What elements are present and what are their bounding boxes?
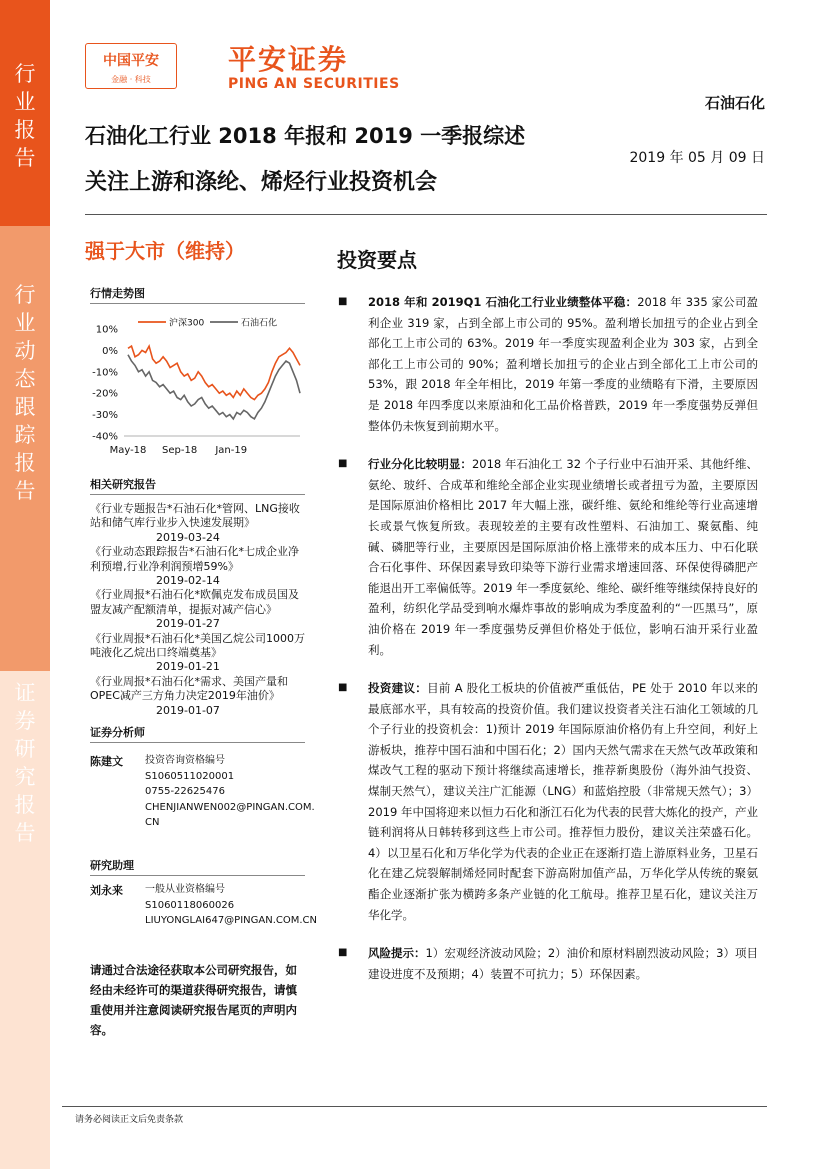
sidebar-report-type (0, 0, 50, 226)
related-report-date: 2019-02-14 (156, 574, 220, 588)
related-reports-list (90, 502, 305, 718)
sidebar-report-subtype (0, 226, 50, 671)
related-report-item (90, 588, 305, 631)
chart-y-tick-label: -20% (92, 388, 118, 400)
rating: 强于大市（维持） (85, 239, 245, 263)
chart-y-tick-label: -10% (92, 367, 118, 379)
sidebar (0, 0, 50, 1169)
report-date: 2019 年 05 月 09 日 (629, 150, 765, 166)
related-report-item (90, 632, 305, 675)
chart-y-tick-label: -30% (92, 410, 118, 422)
investment-highlights (338, 292, 758, 1002)
bullet-lead: 投资建议： (368, 681, 428, 696)
header-divider (85, 214, 767, 215)
sidebar-label-3: 证券研究报告 (14, 681, 36, 845)
assistant-heading: 研究助理 (90, 859, 134, 872)
market-trend-chart (88, 310, 308, 460)
chart-y-ticks (92, 325, 118, 443)
chart-legend-label: 沪深300 (169, 318, 205, 329)
market-trend-heading: 行情走势图 (90, 287, 145, 300)
bullet-square-icon: ■ (338, 458, 348, 470)
industry-label: 石油石化 (704, 94, 765, 112)
bullet-body: 2018 年 335 家公司盈利企业 319 家，占到全部上市公司的 95%。盈利增长加扭亏的企业占到全部化工上市公司的 63%。2019 年一季度实现盈利企业为 303 家，占到全部化工上市公司的 90%；盈利增长加扭亏的企业占到全部化工上市公司的 53%，跟 2018 年全年相比，2019 年第一季度的业绩略有下滑，主要原因是 2018 年四季度以来原油和化工品价格普跌，2019 年一季度强势反弹但整体仍未恢复到前期水平。 (368, 295, 758, 433)
investment-bullet (338, 292, 758, 436)
related-report-item (90, 502, 305, 545)
analyst-info-line: S1060511020001 (145, 770, 235, 782)
related-report-title: 《行业周报*石油石化*需求、美国产量和OPEC减产三方角力决定2019年油价》 (90, 674, 288, 703)
related-report-date: 2019-01-21 (156, 660, 220, 674)
investment-bullet (338, 943, 758, 984)
pingan-group-logo (85, 43, 177, 89)
assistant-info-line: S1060118060026 (145, 899, 235, 911)
chart-series (128, 346, 300, 419)
chart-y-tick-label: 10% (95, 324, 118, 336)
chart-x-tick-label: May-18 (109, 445, 147, 456)
related-report-item (90, 545, 305, 588)
assistant-info-line: LIUYONGLAI647@PINGAN.COM.CN (145, 915, 318, 926)
logo-small-line1: 中国平安 (103, 53, 159, 69)
related-report-title: 《行业专题报告*石油石化*管网、LNG接收站和储气库行业步入快速发展期》 (90, 502, 300, 530)
bullet-lead: 行业分化比较明显： (368, 457, 472, 472)
related-divider (90, 494, 305, 495)
chart-x-ticks (110, 445, 247, 456)
market-divider (90, 303, 305, 304)
chart-x-tick-label: Jan-19 (215, 445, 248, 456)
investment-bullet (338, 454, 758, 660)
related-report-title: 《行业周报*石油石化*美国乙烷公司1000万吨液化乙烷出口终端奠基》 (90, 631, 305, 660)
analyst-heading: 证券分析师 (90, 726, 145, 739)
report-title: 石油化工行业 2018 年报和 2019 一季报综述 (85, 124, 526, 148)
analyst-info-line: 投资咨询资格编号 (145, 755, 225, 766)
related-report-item (90, 675, 305, 718)
assistant-info-line: 一般从业资格编号 (145, 884, 225, 895)
bullet-lead: 风险提示： (368, 946, 426, 961)
analyst-info-line: CHENJIANWEN002@PINGAN.COM. (145, 801, 315, 813)
sidebar-label-1: 行业报告 (14, 62, 36, 170)
chart-x-tick-label: Sep-18 (162, 445, 198, 456)
related-report-date: 2019-01-27 (156, 617, 220, 631)
logo-big-en: PING AN SECURITIES (228, 76, 400, 92)
chart-legend (138, 317, 277, 329)
assistant-info (145, 882, 317, 929)
analyst-info-line: CN (145, 817, 160, 828)
bullet-square-icon: ■ (338, 947, 348, 959)
related-report-date: 2019-01-07 (156, 703, 220, 717)
chart-y-tick-label: -40% (92, 431, 118, 443)
related-report-title: 《行业周报*石油石化*欧佩克发布成员国及盟友减产配额清单，提振对减产信心》 (90, 588, 299, 616)
bullet-body: 目前 A 股化工板块的价值被严重低估，PE 处于 2010 年以来的最底部水平，具有较高的投资价值。我们建议投资者关注石油化工领域的几个子行业的投资机会：1)预计 2019 年国际原油价格仍有上升空间，利好上游板块，推荐中国石油和中国石化；2）国内天然气需求在天然气改革政策和煤改气工程的驱动下预计将继续高速增长，推荐新奥股份（海外油气投资、煤制天然气），建议关注广汇能源（LNG）和蓝焰控股（非常规天然气）；3）2019 年中国将迎来以恒力石化和浙江石化为代表的民营大炼化的投产，产业链利润将从日韩转移到这些上市公司。推荐恒力股份，建议关注荣盛石化。4）以卫星石化和万华化学为代表的企业正在逐渐打造上游原料业务，卫星石化在建乙烷裂解制烯烃同时配套下游高附加值产品，万华化学从传统的聚氨酯企业逐渐扩张为横跨多条产业链的化工航母。推荐卫星石化，建议关注万华化学。 (368, 681, 759, 922)
bullet-body: 1）宏观经济波动风险；2）油价和原材料剧烈波动风险；3）项目建设进度不及预期；4）装置不可抗力；5）环保因素。 (368, 946, 759, 981)
pingan-securities-logo (228, 38, 400, 92)
logo-big-cn: 平安证券 (228, 43, 349, 76)
investment-highlights-heading: 投资要点 (337, 248, 417, 272)
chart-legend-label: 石油石化 (241, 318, 278, 329)
footer-divider (62, 1106, 767, 1107)
source-disclaimer: 请通过合法途径获取本公司研究报告，如经由未经许可的渠道获得研究报告，请慎重使用并注意阅读研究报告尾页的声明内容。 (90, 963, 297, 1037)
related-reports-heading: 相关研究报告 (90, 478, 156, 491)
sidebar-research-label (0, 671, 50, 1169)
bullet-square-icon: ■ (338, 296, 348, 307)
bullet-square-icon: ■ (338, 682, 348, 694)
logo-small-line2: 金融 · 科技 (111, 75, 151, 84)
assistant-divider (90, 875, 305, 876)
chart-series-line (128, 346, 300, 400)
bullet-body: 2018 年石油化工 32 个子行业中石油开采、其他纤维、氨纶、玻纤、合成革和维纶全部企业实现业绩增长或者扭亏为盈，主要原因是国际原油价格相比 2017 年大幅上涨，碳纤维、氨纶和维纶等行业高速增长或景气恢复所致。表现较差的主要有改性塑料、石油加工、聚氨酯、纯碱、磷肥等行业，主要原因是国际原油价格上涨带来的成本压力、中石化联合石化事件、环保因素导致印染等下游行业需求增速回落、环保使得磷肥产能退出开工率偏低等。2019 年一季度氨纶、维纶、碳纤维等继续保持良好的盈利，纺织化学品受到响水爆炸事故的影响成为季度盈利的“一匹黑马”，原油价格在 2019 年一季度强势反弹但价格处于低位，影响石油开采行业盈利。 (368, 457, 759, 657)
investment-bullet (338, 678, 758, 925)
sidebar-label-2: 行业动态跟踪报告 (14, 283, 36, 503)
related-report-title: 《行业动态跟踪报告*石油石化*七成企业净利预增,行业净利润预增59%》 (90, 545, 299, 573)
bullet-lead: 2018 年和 2019Q1 石油化工行业业绩整体平稳： (368, 295, 638, 309)
analyst-name: 陈建文 (90, 755, 123, 768)
related-report-date: 2019-03-24 (156, 530, 220, 544)
chart-y-tick-label: 0% (102, 345, 118, 357)
footer-note: 请务必阅读正文后免责条款 (75, 1115, 184, 1125)
report-subtitle: 关注上游和涤纶、烯烃行业投资机会 (85, 170, 438, 195)
analyst-info (145, 753, 315, 831)
analyst-divider (90, 742, 305, 743)
assistant-name: 刘永来 (90, 884, 123, 897)
analyst-info-line: 0755-22625476 (145, 786, 225, 797)
